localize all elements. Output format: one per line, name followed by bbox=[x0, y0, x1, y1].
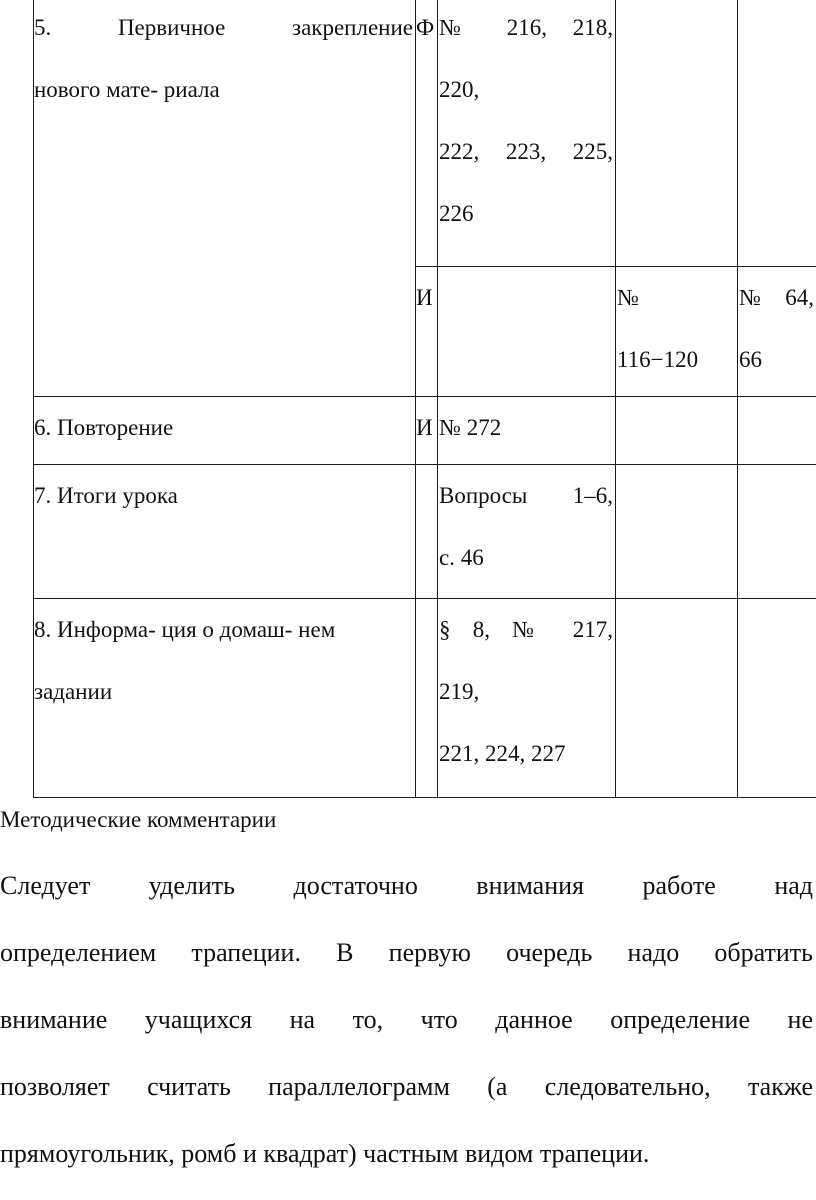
stage-cell bbox=[34, 397, 416, 465]
tasks-text: § 8, № 217, bbox=[439, 617, 613, 642]
stage-cell bbox=[34, 465, 416, 599]
stage-text: задании bbox=[34, 679, 113, 704]
extra-text: 66 bbox=[739, 347, 762, 372]
form-cell: И bbox=[416, 267, 438, 397]
extra-cell bbox=[738, 465, 816, 599]
extra-text: № 64, bbox=[739, 285, 814, 310]
paragraph-line: позволяет считать параллелограмм (а следовательно, также bbox=[0, 1072, 813, 1101]
paragraph-line: внимание учащихся на то, что данное определение не bbox=[0, 1005, 813, 1034]
extra-text: № bbox=[617, 285, 639, 310]
table-row bbox=[34, 465, 816, 599]
tasks-cell bbox=[438, 267, 616, 397]
table-row bbox=[34, 397, 816, 465]
tasks-text: № 272 bbox=[439, 415, 502, 440]
paragraph-line: Следует уделить достаточно внимания работе над bbox=[0, 871, 813, 900]
comments-heading: Методические комментарии bbox=[0, 807, 277, 832]
extra-cell bbox=[738, 267, 816, 397]
form-cell bbox=[416, 599, 438, 798]
tasks-text: 220, bbox=[439, 77, 480, 102]
extra-cell bbox=[616, 599, 738, 798]
comments-paragraph bbox=[0, 852, 813, 1187]
tasks-cell bbox=[438, 465, 616, 599]
tasks-text: № 216, 218, bbox=[439, 15, 613, 40]
tasks-cell bbox=[438, 599, 616, 798]
extra-cell bbox=[616, 267, 738, 397]
stage-text: нового мате- риала bbox=[34, 77, 220, 102]
tasks-cell bbox=[438, 397, 616, 465]
stage-text: 7. Итоги урока bbox=[34, 483, 178, 508]
form-cell: Ф bbox=[416, 0, 438, 267]
extra-cell bbox=[616, 397, 738, 465]
form-cell bbox=[416, 465, 438, 599]
tasks-cell bbox=[438, 0, 616, 267]
tasks-text: с. 46 bbox=[439, 545, 484, 570]
extra-cell bbox=[738, 0, 816, 267]
stage-text: 6. Повторение bbox=[34, 415, 174, 440]
table-row bbox=[34, 599, 816, 798]
form-cell: И bbox=[416, 397, 438, 465]
tasks-text: 226 bbox=[439, 201, 474, 226]
extra-text: 116−120 bbox=[617, 347, 699, 372]
stage-cell bbox=[34, 0, 416, 397]
paragraph-line: прямоугольник, ромб и квадрат) частным видом трапеции. bbox=[0, 1139, 650, 1168]
stage-text: 8. Информа- ция о домаш- нем bbox=[34, 617, 336, 642]
table-row bbox=[34, 0, 816, 267]
stage-text: 5. Первичное закрепление bbox=[34, 15, 413, 40]
tasks-text: 222, 223, 225, bbox=[439, 139, 613, 164]
paragraph-line: определением трапеции. В первую очередь надо обратить bbox=[0, 938, 813, 967]
extra-cell bbox=[738, 599, 816, 798]
tasks-text: 221, 224, 227 bbox=[439, 741, 566, 766]
tasks-text: Вопросы 1–6, bbox=[439, 483, 613, 508]
tasks-text: 219, bbox=[439, 679, 480, 704]
lesson-plan-table bbox=[33, 0, 816, 798]
stage-cell bbox=[34, 599, 416, 798]
extra-cell bbox=[738, 397, 816, 465]
extra-cell bbox=[616, 465, 738, 599]
extra-cell bbox=[616, 0, 738, 267]
